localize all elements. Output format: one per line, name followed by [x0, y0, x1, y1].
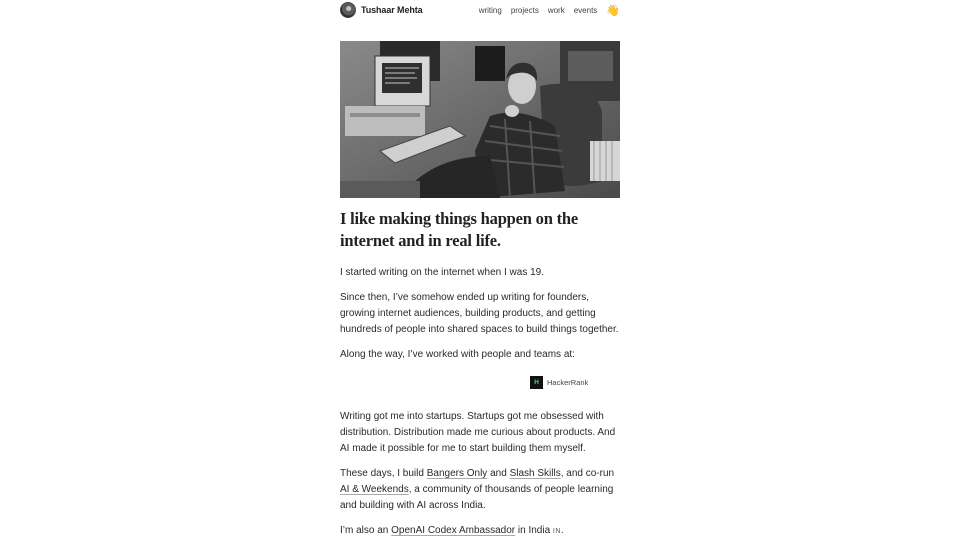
- text-fragment: These days, I build: [340, 468, 427, 479]
- nav-work[interactable]: work: [547, 5, 565, 15]
- nav-events[interactable]: events: [573, 5, 598, 15]
- since-then-paragraph: Since then, I’ve somehow ended up writing for founders, growing internet audiences, building products, and getting hundreds of people into shared spaces to build things together.: [340, 292, 619, 335]
- hackerrank-icon: H: [530, 376, 543, 389]
- intro-paragraph: I started writing on the internet when I was 19.: [340, 267, 544, 278]
- brand[interactable]: [340, 2, 423, 18]
- page-headline: I like making things happen on the internet and in real life.: [340, 209, 579, 250]
- text-fragment: in India: [515, 525, 553, 536]
- site-name: Tushaar Mehta: [361, 5, 423, 15]
- slash-skills-link[interactable]: Slash Skills: [509, 468, 561, 479]
- main-nav: [479, 4, 620, 17]
- these-days-paragraph: [340, 466, 625, 514]
- bangers-only-link[interactable]: Bangers Only: [426, 468, 488, 479]
- site-header: [340, 0, 620, 20]
- openai-codex-ambassador-link[interactable]: OpenAI Codex Ambassador: [391, 525, 516, 536]
- company-logo-hackerrank[interactable]: [530, 376, 588, 389]
- ambassador-paragraph: [340, 523, 625, 540]
- waving-hand-icon[interactable]: 👋: [606, 4, 620, 17]
- ai-weekends-link[interactable]: AI & Weekends: [340, 484, 409, 495]
- hero-photo: [340, 41, 620, 198]
- hero-photo-illustration: [340, 41, 620, 198]
- along-the-way-paragraph: Along the way, I’ve worked with people and teams at:: [340, 349, 575, 360]
- writing-startups-paragraph: Writing got me into startups. Startups got me obsessed with distribution. Distribution made me curious about products. And AI made it possible for me to start building them myself.: [340, 411, 616, 454]
- india-flag-icon: IN: [552, 528, 561, 535]
- text-fragment: .: [560, 525, 564, 536]
- text-fragment: , and co-run: [560, 468, 615, 479]
- text-fragment: , a community of thousands of people learning and building with AI across India.: [340, 484, 614, 511]
- nav-projects[interactable]: projects: [510, 5, 539, 15]
- text-fragment: and: [487, 468, 510, 479]
- avatar: [340, 2, 356, 18]
- text-fragment: I’m also an: [340, 525, 392, 536]
- nav-writing[interactable]: writing: [478, 5, 502, 15]
- company-name: HackerRank: [547, 378, 589, 387]
